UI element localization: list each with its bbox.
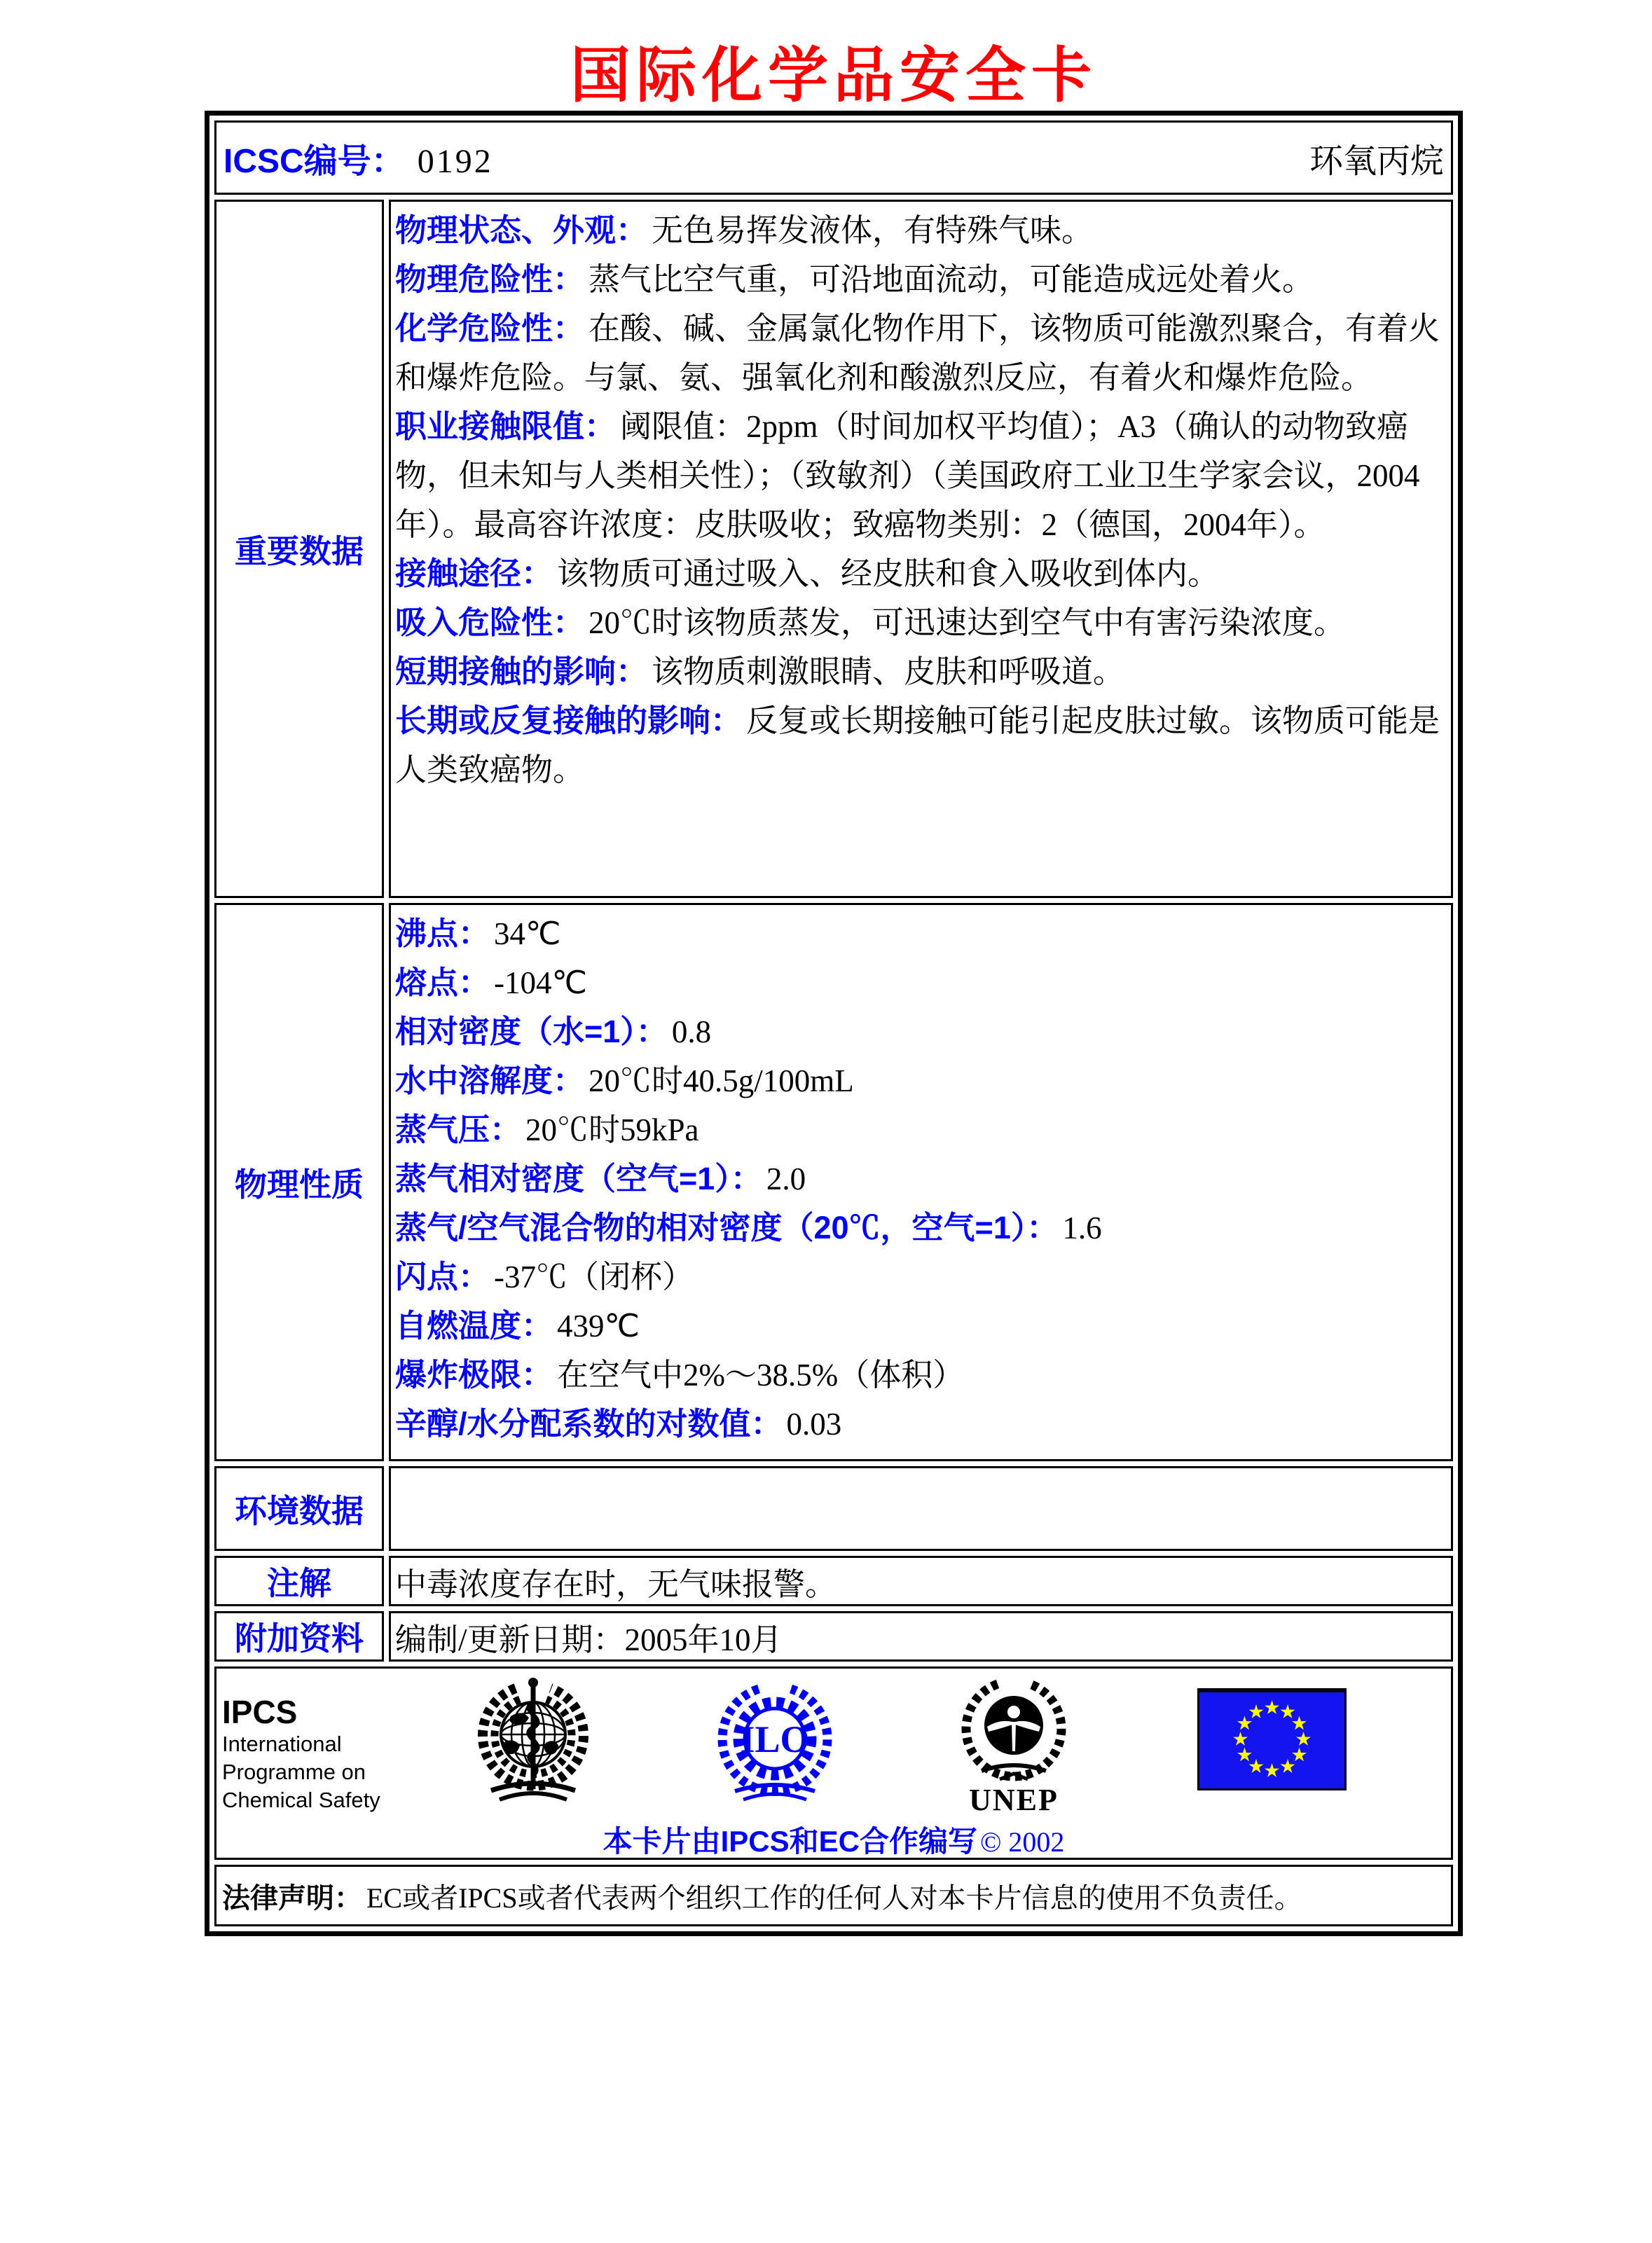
important-item: 接触途径： 该物质可通过吸入、经皮肤和食入吸收到体内。 <box>395 555 1220 591</box>
icsc-number-value: 0192 <box>417 142 493 180</box>
physical-properties-cell <box>389 903 1453 1461</box>
important-data-row <box>214 200 1453 898</box>
important-item: 化学危险性： 在酸、碱、金属氯化物作用下，该物质可能激烈聚合，有着火和爆炸危险。与氯、氨、强氧化剂和酸激烈反应，有着火和爆炸危险。 <box>395 310 1440 395</box>
important-item: 短期接触的影响： 该物质刺激眼睛、皮肤和呼吸道。 <box>395 654 1125 689</box>
important-data-side-label: 重要数据 <box>214 200 384 898</box>
property-item: 辛醇/水分配系数的对数值： 0.03 <box>395 1406 842 1442</box>
svg-text:UNEP: UNEP <box>969 1783 1059 1813</box>
ilo-logo-icon <box>708 1677 841 1803</box>
unep-logo-icon <box>951 1673 1077 1813</box>
cooperation-caption: 本卡片由IPCS和EC合作编写 © 2002 <box>603 1825 1065 1858</box>
legal-row <box>214 1865 1453 1926</box>
important-item: 长期或反复接触的影响： 反复或长期接触可能引起皮肤过敏。该物质可能是人类致癌物。 <box>395 703 1440 787</box>
property-item: 蒸气压： 20℃时59kPa <box>395 1112 699 1147</box>
icsc-number-group <box>223 134 493 182</box>
property-item: 自燃温度： 439℃ <box>395 1308 640 1344</box>
who-logo-icon <box>463 1673 603 1806</box>
page-title: 国际化学品安全卡 <box>570 42 1097 109</box>
important-item: 吸入危险性： 20℃时该物质蒸发，可迅速达到空气中有害污染浓度。 <box>395 605 1346 640</box>
property-item: 相对密度（水=1）： 0.8 <box>395 1014 712 1049</box>
property-item: 爆炸极限： 在空气中2%～38.5%（体积） <box>395 1357 965 1393</box>
property-item: 蒸气相对密度（空气=1）： 2.0 <box>395 1161 806 1196</box>
property-item: 沸点： 34℃ <box>395 916 561 951</box>
ipcs-text-block: IPCS International Programme on Chemical Safety <box>222 1694 380 1812</box>
ipcs-title: IPCS <box>222 1694 298 1730</box>
legal-label: 法律声明： <box>222 1882 362 1914</box>
property-item: 熔点： -104℃ <box>395 965 588 1000</box>
physical-properties-side-label: 物理性质 <box>214 903 384 1461</box>
important-data-cell <box>389 200 1453 898</box>
environment-side-label: 环境数据 <box>214 1466 384 1551</box>
property-item: 闪点： -37℃（闭杯） <box>395 1259 694 1295</box>
chemical-name: 环氧丙烷 <box>1309 142 1444 180</box>
logos-row <box>214 1666 1453 1860</box>
header-cell <box>214 120 1453 195</box>
important-item: 物理危险性： 蒸气比空气重，可沿地面流动，可能造成远处着火。 <box>395 261 1314 297</box>
notes-row <box>214 1556 1453 1606</box>
notes-cell: 中毒浓度存在时，无气味报警。 <box>389 1556 1453 1606</box>
header-row <box>214 120 1453 195</box>
eu-flag-icon <box>1197 1688 1347 1790</box>
additional-info-row <box>214 1611 1453 1662</box>
additional-cell: 编制/更新日期：2005年10月 <box>389 1611 1453 1662</box>
important-item: 物理状态、外观： 无色易挥发液体，有特殊气味。 <box>395 212 1094 248</box>
notes-side-label: 注解 <box>214 1556 384 1606</box>
legal-cell <box>214 1865 1453 1926</box>
environment-data-row <box>214 1466 1453 1551</box>
physical-properties-row <box>214 903 1453 1461</box>
legal-text: EC或者IPCS或者代表两个组织工作的任何人对本卡片信息的使用不负责任。 <box>366 1882 1302 1914</box>
icsc-number-label: ICSC编号： <box>223 142 405 180</box>
property-item: 水中溶解度： 20℃时40.5g/100mL <box>395 1063 854 1098</box>
environment-cell <box>389 1466 1453 1551</box>
logos-cell <box>214 1666 1453 1860</box>
important-item: 职业接触限值： 阈限值：2ppm（时间加权平均值）；A3（确认的动物致癌物，但未知与人类相关性）；（致敏剂）（美国政府工业卫生学家会议，2004年）。最高容许浓度：皮肤吸收；致癌物类别：2（德国，2004年）。 <box>395 408 1420 542</box>
icsc-card-table <box>205 111 1463 1936</box>
property-item: 蒸气/空气混合物的相对密度（20℃，空气=1）： 1.6 <box>395 1210 1102 1245</box>
svg-text:ILO: ILO <box>740 1718 810 1760</box>
additional-side-label: 附加资料 <box>214 1611 384 1662</box>
